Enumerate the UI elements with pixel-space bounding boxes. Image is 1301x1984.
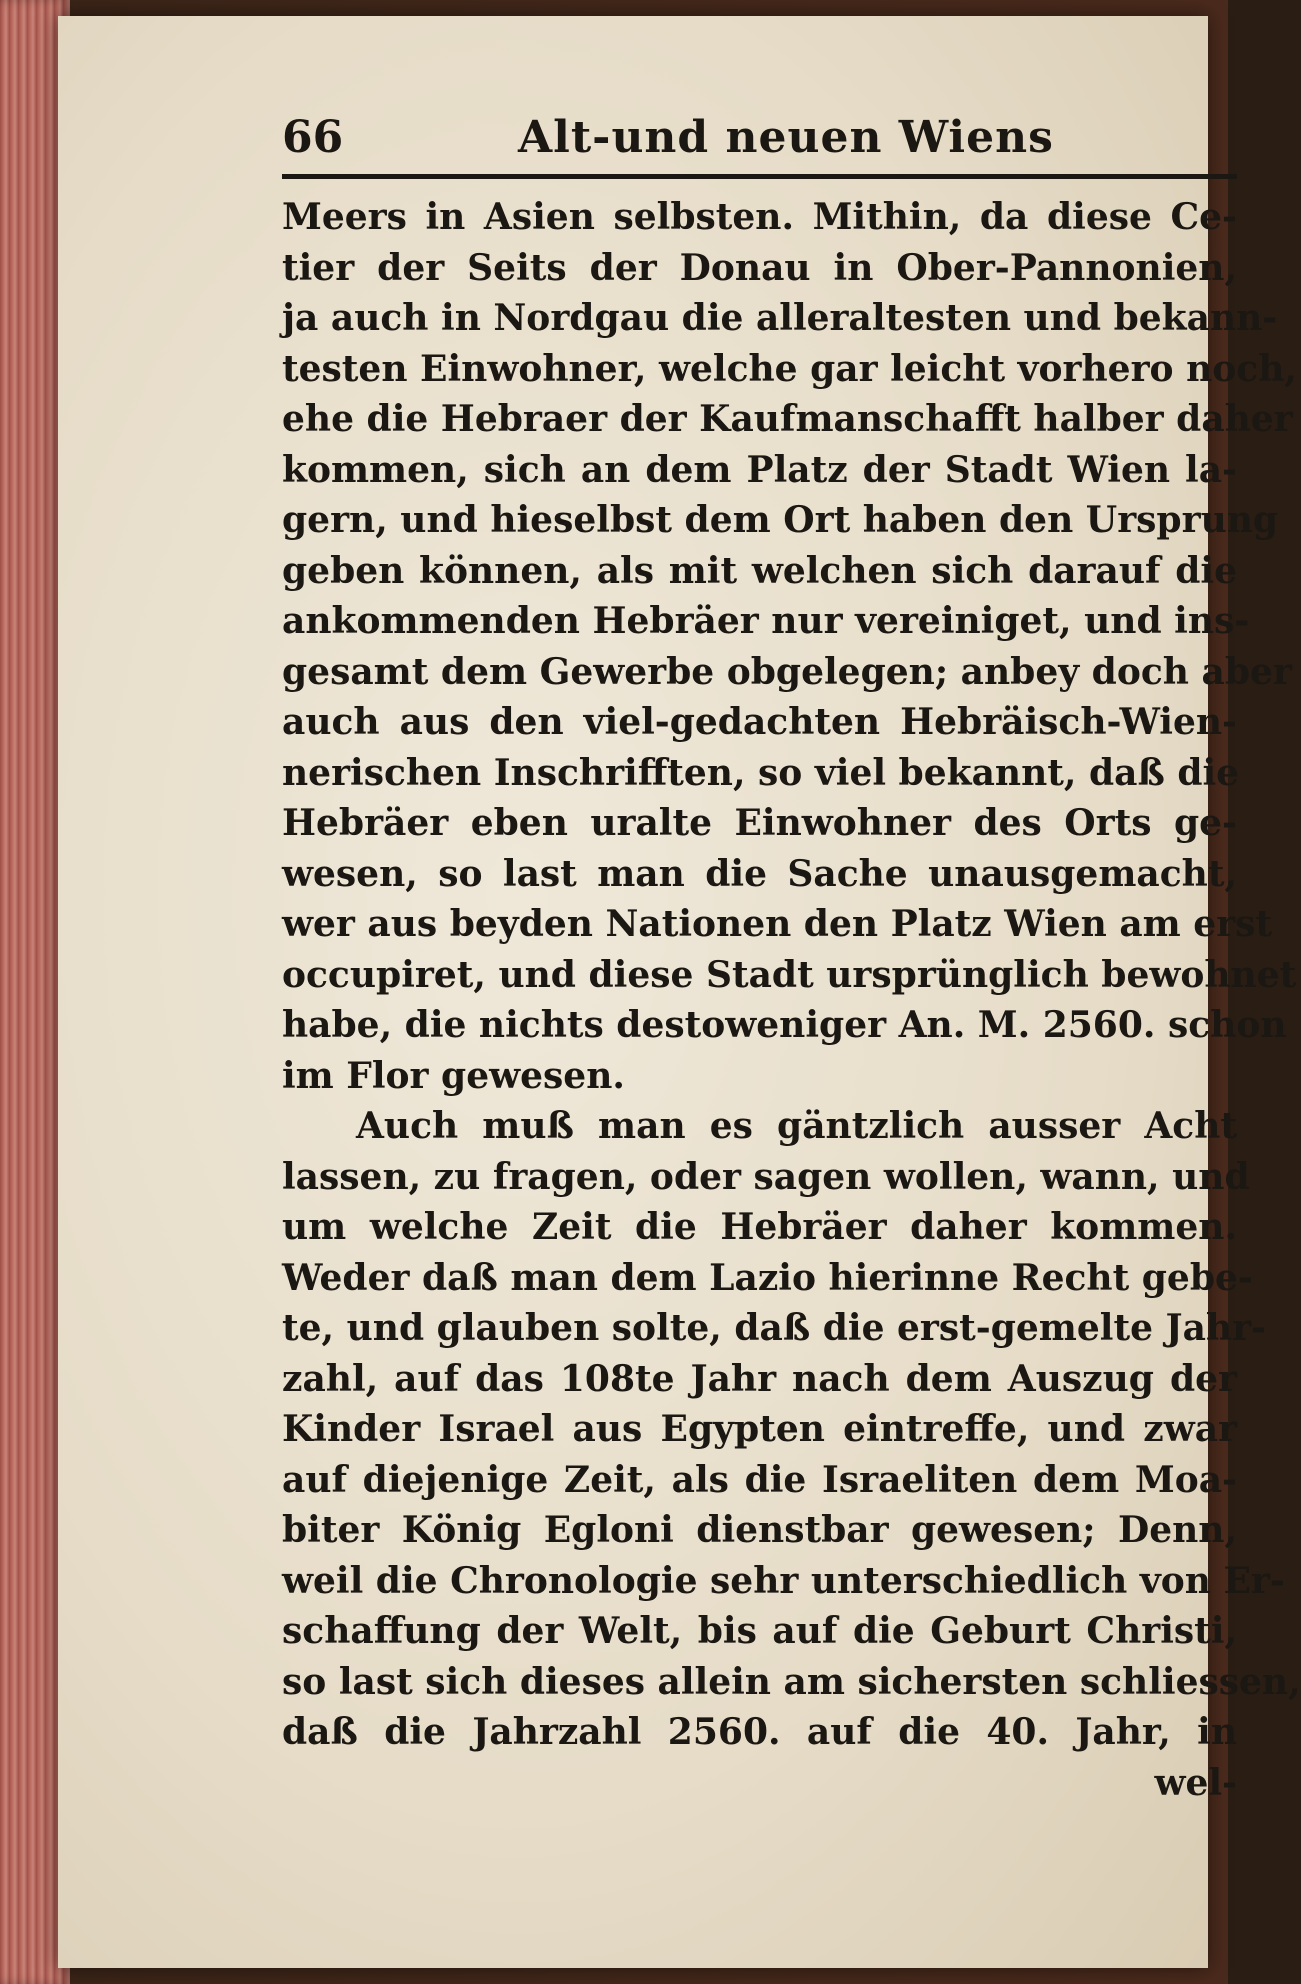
- text-line: daß die Jahrzahl 2560. auf die 40. Jahr, in: [282, 1711, 1237, 1753]
- text-line: gesamt dem Gewerbe obgelegen; anbey doch aber: [282, 650, 1292, 693]
- text-line: testen Einwohner, welche gar leicht vorhero noch,: [282, 347, 1297, 390]
- text-line: Kinder Israel aus Egypten eintreffe, und zwar: [282, 1408, 1237, 1450]
- book-page: [58, 16, 1301, 1968]
- text-line: habe, die nichts destoweniger An. M. 2560. schon: [282, 1004, 1287, 1046]
- text-line: wer aus beyden Nationen den Platz Wien am erst: [282, 903, 1273, 945]
- text-line: biter König Egloni dienstbar gewesen; Denn,: [282, 1509, 1237, 1551]
- text-line: im Flor gewesen.: [282, 1054, 625, 1097]
- text-line: ehe die Hebraer der Kaufmanschafft halber daher: [282, 398, 1293, 440]
- text-line: zahl, auf das 108te Jahr nach dem Auszug der: [282, 1357, 1237, 1400]
- text-line: Auch muß man es gäntzlich ausser Acht: [356, 1105, 1237, 1147]
- text-line: Hebräer eben uralte Einwohner des Orts ge-: [282, 802, 1237, 844]
- body-text: [282, 192, 1301, 1808]
- page-number: 66: [282, 112, 344, 163]
- running-title: Alt-und neuen Wiens: [518, 112, 1054, 163]
- text-line: schaffung der Welt, bis auf die Geburt Christi,: [282, 1610, 1237, 1652]
- text-line: Meers in Asien selbsten. Mithin, da diese Ce-: [282, 196, 1237, 238]
- text-line: occupiret, und diese Stadt ursprünglich bewohnet: [282, 953, 1297, 996]
- text-line: wesen, so last man die Sache unausgemacht,: [282, 852, 1237, 895]
- text-line: so last sich dieses allein am sichersten schliessen,: [282, 1660, 1301, 1703]
- text-line: nerischen Inschrifften, so viel bekannt, daß die: [282, 751, 1240, 794]
- text-line: te, und glauben solte, daß die erst-gemelte Jahr-: [282, 1307, 1266, 1349]
- text-line: auf diejenige Zeit, als die Israeliten dem Moa-: [282, 1458, 1237, 1501]
- text-line: lassen, zu fragen, oder sagen wollen, wann, und: [282, 1155, 1250, 1198]
- page-content: [228, 106, 1301, 1886]
- text-line: tier der Seits der Donau in Ober-Pannonien,: [282, 246, 1237, 289]
- text-line: geben können, als mit welchen sich darauf die: [282, 549, 1237, 592]
- text-line: weil die Chronologie sehr unterschiedlich von Er-: [282, 1559, 1285, 1602]
- text-line: ankommenden Hebräer nur vereiniget, und ins-: [282, 600, 1250, 642]
- text-line: ja auch in Nordgau die alleraltesten und bekann-: [282, 297, 1278, 339]
- text-line: um welche Zeit die Hebräer daher kommen.: [282, 1206, 1237, 1248]
- header-rule: [282, 174, 1237, 179]
- text-line: gern, und hieselbst dem Ort haben den Ursprung: [282, 499, 1279, 541]
- text-line: kommen, sich an dem Platz der Stadt Wien la-: [282, 448, 1237, 491]
- text-line: auch aus den viel-gedachten Hebräisch-Wien-: [282, 701, 1237, 743]
- catchword: wel-: [1154, 1761, 1237, 1804]
- text-line: Weder daß man dem Lazio hierinne Recht gebe-: [282, 1256, 1253, 1299]
- page-header: [228, 106, 1242, 170]
